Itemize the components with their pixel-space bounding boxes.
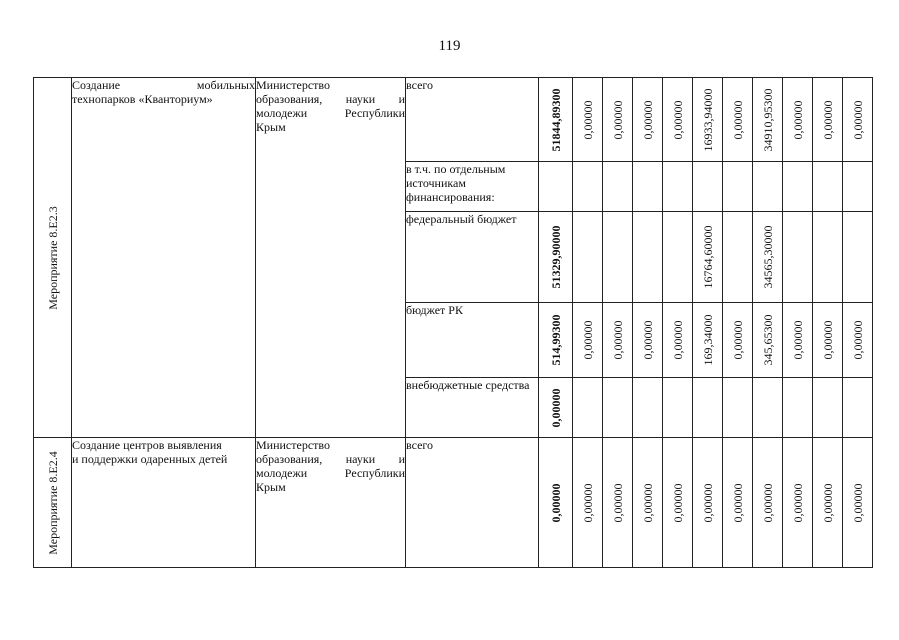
value-cell: 345,65300 <box>753 303 783 378</box>
value-cell: 0,00000 <box>633 78 663 162</box>
value-cell: 0,00000 <box>723 303 753 378</box>
value-cell <box>813 212 843 303</box>
value-cell <box>663 212 693 303</box>
event-name: Создание мобильных технопарков «Кванториум» <box>72 78 256 438</box>
value-cell <box>663 378 693 438</box>
value-cell <box>783 378 813 438</box>
value-cell: 0,00000 <box>783 78 813 162</box>
value-cell <box>783 212 813 303</box>
value-cell: 51844,89300 <box>539 78 573 162</box>
value-cell: 0,00000 <box>573 438 603 568</box>
value-cell: 51329,90000 <box>539 212 573 303</box>
value-cell <box>573 162 603 212</box>
value-cell: 0,00000 <box>843 303 873 378</box>
value-cell <box>813 162 843 212</box>
value-cell <box>539 162 573 212</box>
value-cell: 0,00000 <box>813 438 843 568</box>
value-cell <box>693 378 723 438</box>
funding-source: бюджет РК <box>406 303 539 378</box>
value-cell <box>753 378 783 438</box>
event-code-cell <box>34 438 72 568</box>
value-cell: 0,00000 <box>843 78 873 162</box>
value-cell <box>723 162 753 212</box>
value-cell <box>633 162 663 212</box>
value-cell <box>753 162 783 212</box>
budget-table <box>33 77 873 568</box>
value-cell <box>603 162 633 212</box>
value-cell: 0,00000 <box>663 438 693 568</box>
value-cell: 0,00000 <box>723 438 753 568</box>
table-row <box>34 438 873 568</box>
value-cell: 0,00000 <box>539 378 573 438</box>
page-number: 119 <box>438 38 461 54</box>
event-code: Мероприятие 8.Е2.3 <box>45 205 60 310</box>
event-code-cell <box>34 78 72 438</box>
value-cell <box>603 212 633 303</box>
event-name: Создание центров выявления и поддержки одаренных детей <box>72 438 256 568</box>
value-cell: 514,99300 <box>539 303 573 378</box>
funding-source: федеральный бюджет <box>406 212 539 303</box>
event-executor: Министерство образования, науки и молодежи Республики Крым <box>256 78 406 438</box>
value-cell <box>573 212 603 303</box>
value-cell: 0,00000 <box>783 303 813 378</box>
funding-source: всего <box>406 78 539 162</box>
value-cell: 169,34000 <box>693 303 723 378</box>
value-cell: 0,00000 <box>539 438 573 568</box>
funding-source: всего <box>406 438 539 568</box>
value-cell <box>843 212 873 303</box>
value-cell <box>813 378 843 438</box>
value-cell <box>633 212 663 303</box>
value-cell: 0,00000 <box>753 438 783 568</box>
value-cell: 16764,60000 <box>693 212 723 303</box>
funding-source: в т.ч. по отдельным источникам финансирования: <box>406 162 539 212</box>
value-cell: 0,00000 <box>723 78 753 162</box>
value-cell <box>783 162 813 212</box>
value-cell: 34565,30000 <box>753 212 783 303</box>
value-cell: 0,00000 <box>603 438 633 568</box>
value-cell: 0,00000 <box>633 438 663 568</box>
value-cell <box>573 378 603 438</box>
value-cell: 0,00000 <box>843 438 873 568</box>
value-cell: 0,00000 <box>573 303 603 378</box>
value-cell <box>723 212 753 303</box>
event-executor: Министерство образования, науки и молодежи Республики Крым <box>256 438 406 568</box>
value-cell: 0,00000 <box>573 78 603 162</box>
value-cell <box>723 378 753 438</box>
value-cell: 0,00000 <box>663 303 693 378</box>
value-cell: 34910,95300 <box>753 78 783 162</box>
table-row <box>34 78 873 162</box>
value-cell <box>603 378 633 438</box>
value-cell: 0,00000 <box>813 78 843 162</box>
value-cell: 0,00000 <box>603 303 633 378</box>
value-cell <box>663 162 693 212</box>
event-code: Мероприятие 8.Е2.4 <box>45 450 60 555</box>
value-cell: 0,00000 <box>633 303 663 378</box>
value-cell: 0,00000 <box>663 78 693 162</box>
value-cell <box>843 378 873 438</box>
value-cell <box>843 162 873 212</box>
value-cell <box>693 162 723 212</box>
value-cell: 16933,94000 <box>693 78 723 162</box>
value-cell: 0,00000 <box>603 78 633 162</box>
value-cell: 0,00000 <box>813 303 843 378</box>
value-cell <box>633 378 663 438</box>
funding-source: внебюджетные средства <box>406 378 539 438</box>
value-cell: 0,00000 <box>693 438 723 568</box>
value-cell: 0,00000 <box>783 438 813 568</box>
